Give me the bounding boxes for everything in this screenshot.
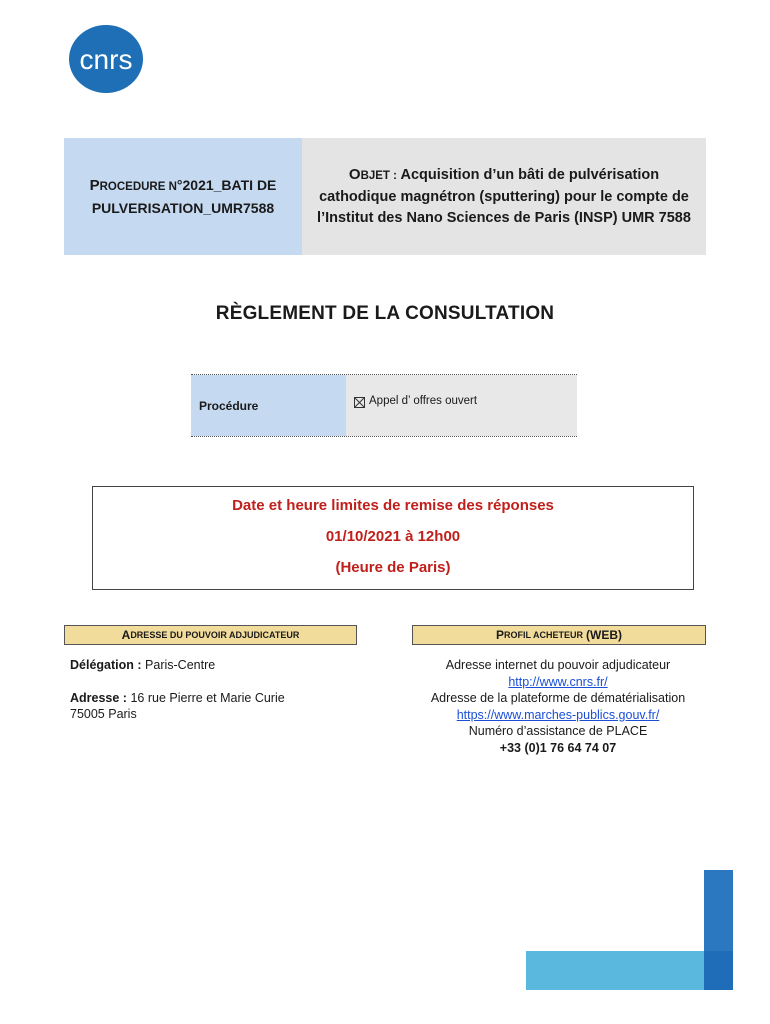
profil-column <box>408 657 708 756</box>
checked-checkbox-icon[interactable] <box>354 397 365 408</box>
profil-line-2: Adresse de la plateforme de dématérialisation <box>430 691 686 705</box>
page-title: RÈGLEMENT DE LA CONSULTATION <box>215 303 555 324</box>
assistance-phone: +33 (0)1 76 64 74 07 <box>499 740 617 755</box>
adresse-column <box>70 657 370 723</box>
marches-publics-link[interactable]: https://www.marches-publics.gouv.fr/ <box>456 707 660 722</box>
cnrs-logo <box>68 24 144 94</box>
adresse-line: Adresse : 16 rue Pierre et Marie Curie <box>70 690 285 705</box>
profil-line-3: Numéro d’assistance de PLACE <box>468 724 648 738</box>
procedure-table <box>191 374 577 437</box>
delegation-line: Délégation : Paris-Centre <box>70 658 216 672</box>
deadline-heading: Date et heure limites de remise des réponses <box>232 497 554 514</box>
deadline-timezone: (Heure de Paris) <box>335 559 451 576</box>
procedure-reference-box <box>64 138 302 255</box>
procedure-label: Procédure <box>191 375 346 436</box>
objet-box <box>302 138 706 255</box>
deadline-date: 01/10/2021 à 12h00 <box>325 528 461 545</box>
logo-text: cnrs <box>79 44 133 75</box>
objet-text: OBJET : Acquisition d’un bâti de pulvérisation cathodique magnétron (sputtering) pour le compte de l’Institut des Nano Sciences de Paris (INSP) UMR 7588 <box>317 166 691 226</box>
deadline-box <box>92 486 694 590</box>
procedure-value-cell <box>346 375 577 436</box>
procedure-value: Appel d’ offres ouvert <box>369 395 478 407</box>
decorative-bar-horizontal <box>526 951 733 990</box>
section-header-adresse: A DRESSE DU POUVOIR ADJUDICATEUR <box>64 625 357 645</box>
profil-line-1: Adresse internet du pouvoir adjudicateur <box>445 658 671 672</box>
adresse-city: 75005 Paris <box>70 707 137 721</box>
cnrs-link[interactable]: http://www.cnrs.fr/ <box>508 674 608 689</box>
procedure-reference: PROCEDURE N°2021_BATI DE PULVERISATION_UMR7588 <box>89 176 277 216</box>
section-header-profil: P ROFIL ACHETEUR (WEB) <box>412 625 706 645</box>
decorative-bar-corner <box>704 951 733 990</box>
